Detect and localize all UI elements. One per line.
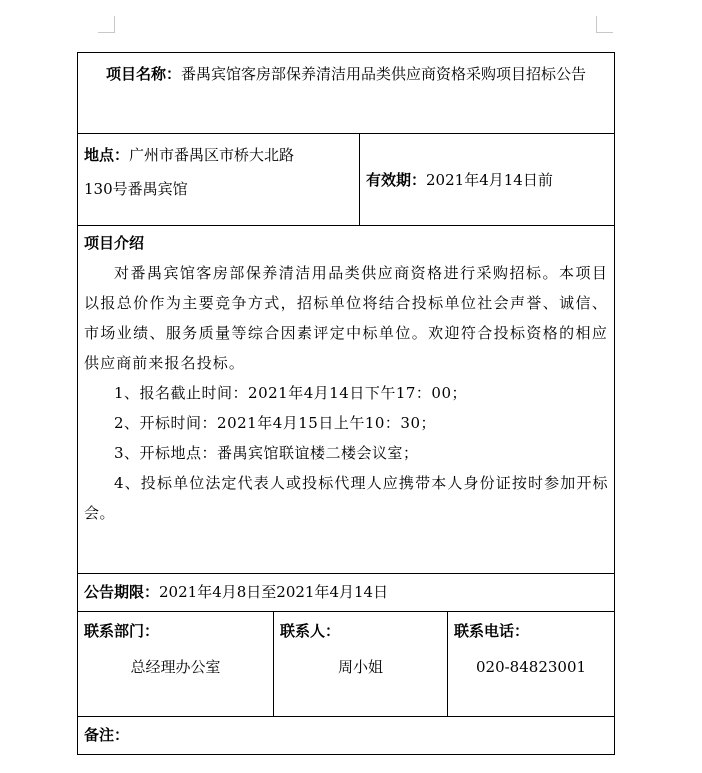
period-value: 2021年4月8日至2021年4月14日	[159, 583, 389, 601]
remark-cell	[78, 717, 615, 755]
remark-row	[78, 717, 615, 755]
validity-label: 有效期：	[366, 171, 427, 189]
contact-person-value: 周小姐	[337, 658, 383, 676]
title-cell	[78, 53, 615, 134]
contact-person-cell	[274, 612, 448, 717]
intro-item: 1、报名截止时间：2021年4月14日下午17：00；	[114, 384, 468, 402]
title-label: 项目名称：	[106, 65, 182, 83]
location-label: 地点：	[84, 146, 130, 164]
contact-phone-label: 联系电话：	[454, 622, 530, 640]
location-line1: 广州市番禺区市桥大北路	[129, 146, 295, 164]
title-row	[78, 53, 615, 134]
intro-item: 3、开标地点：番禺宾馆联谊楼二楼会议室；	[114, 444, 419, 462]
remark-label: 备注：	[84, 726, 130, 744]
intro-item: 2、开标时间：2021年4月15日上午10：30；	[114, 414, 437, 432]
period-cell	[78, 574, 615, 612]
location-row	[78, 134, 615, 226]
contact-dept-label: 联系部门：	[84, 622, 160, 640]
intro-row	[78, 226, 615, 574]
crop-mark-top-left	[98, 16, 115, 33]
announcement-table	[77, 52, 615, 755]
intro-paragraph: 对番禺宾馆客房部保养清洁用品类供应商资格进行采购招标。本项目以报总价作为主要竞争方式，招标单位将结合投标单位社会声誉、诚信、市场业绩、服务质量等综合因素评定中标单位。欢迎符合投标资格的相应供应商前来报名投标。	[84, 264, 609, 372]
project-title: 番禺宾馆客房部保养清洁用品类供应商资格采购项目招标公告	[181, 65, 587, 83]
intro-item: 4、投标单位法定代表人或投标代理人应携带本人身份证按时参加开标会。	[84, 474, 609, 522]
intro-heading: 项目介绍	[84, 234, 145, 252]
contact-phone-cell	[448, 612, 615, 717]
validity-cell	[360, 134, 615, 226]
validity-value: 2021年4月14日前	[426, 171, 553, 189]
period-row	[78, 574, 615, 612]
contact-row	[78, 612, 615, 717]
contact-dept-cell	[78, 612, 274, 717]
period-label: 公告期限：	[84, 583, 160, 601]
contact-phone-value: 020-84823001	[475, 658, 587, 676]
contact-dept-value: 总经理办公室	[130, 658, 221, 676]
location-line2: 130号番禺宾馆	[84, 180, 188, 198]
crop-mark-top-right	[596, 16, 613, 33]
intro-cell	[78, 226, 615, 574]
contact-person-label: 联系人：	[280, 622, 341, 640]
location-cell	[78, 134, 360, 226]
